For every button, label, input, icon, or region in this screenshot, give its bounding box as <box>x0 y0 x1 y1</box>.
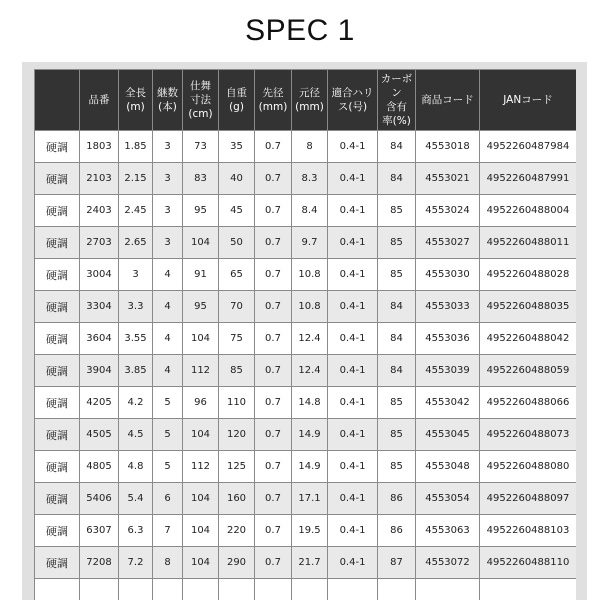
row-type-cell: 硬調 <box>35 355 80 387</box>
table-cell: 40 <box>219 163 255 195</box>
table-cell: 120 <box>219 419 255 451</box>
column-header: 品番 <box>80 70 119 131</box>
table-row <box>35 323 577 355</box>
table-cell <box>328 579 378 600</box>
table-cell: 0.4-1 <box>328 515 378 547</box>
table-cell: 4952260488080 <box>480 451 577 483</box>
table-cell: 5 <box>153 451 183 483</box>
table-header-row <box>35 70 577 131</box>
table-cell: 104 <box>183 419 219 451</box>
table-cell: 86 <box>378 515 416 547</box>
table-cell: 3 <box>119 259 153 291</box>
column-header: 自重 (g) <box>219 70 255 131</box>
table-cell: 7208 <box>80 547 119 579</box>
row-type-cell <box>35 579 80 600</box>
table-cell: 87 <box>378 547 416 579</box>
table-cell: 10.8 <box>292 291 328 323</box>
row-type-cell: 硬調 <box>35 291 80 323</box>
row-type-cell: 硬調 <box>35 323 80 355</box>
spec-table <box>34 69 576 600</box>
table-cell: 2403 <box>80 195 119 227</box>
table-cell: 4553039 <box>416 355 480 387</box>
table-row <box>35 419 577 451</box>
table-cell: 4205 <box>80 387 119 419</box>
table-cell: 4.5 <box>119 419 153 451</box>
table-cell: 4553018 <box>416 131 480 163</box>
column-header: カーボン 含有 率(%) <box>378 70 416 131</box>
table-row <box>35 579 577 600</box>
table-cell: 0.7 <box>255 163 292 195</box>
table-cell: 112 <box>183 451 219 483</box>
table-cell: 85 <box>219 355 255 387</box>
row-type-cell: 硬調 <box>35 195 80 227</box>
table-cell: 4553030 <box>416 259 480 291</box>
table-cell: 4952260488103 <box>480 515 577 547</box>
table-cell: 0.4-1 <box>328 259 378 291</box>
table-cell: 0.7 <box>255 323 292 355</box>
table-cell: 0.4-1 <box>328 483 378 515</box>
table-cell: 0.7 <box>255 483 292 515</box>
table-cell: 8 <box>153 547 183 579</box>
table-cell: 3304 <box>80 291 119 323</box>
table-cell: 4952260488028 <box>480 259 577 291</box>
table-cell: 35 <box>219 131 255 163</box>
table-cell <box>80 579 119 600</box>
table-cell: 4952260488097 <box>480 483 577 515</box>
table-cell: 3604 <box>80 323 119 355</box>
row-type-cell: 硬調 <box>35 387 80 419</box>
table-cell: 8.3 <box>292 163 328 195</box>
table-cell: 4553045 <box>416 419 480 451</box>
table-row <box>35 227 577 259</box>
table-cell: 4 <box>153 291 183 323</box>
table-cell <box>416 579 480 600</box>
table-cell: 17.1 <box>292 483 328 515</box>
table-row <box>35 515 577 547</box>
table-cell: 0.4-1 <box>328 227 378 259</box>
column-header: 商品コード <box>416 70 480 131</box>
table-cell: 5.4 <box>119 483 153 515</box>
table-cell: 4553054 <box>416 483 480 515</box>
table-cell: 3 <box>153 131 183 163</box>
column-header: JANコード <box>480 70 577 131</box>
table-cell: 4952260488073 <box>480 419 577 451</box>
table-cell <box>292 579 328 600</box>
table-cell: 104 <box>183 515 219 547</box>
table-cell: 6 <box>153 483 183 515</box>
table-cell: 4553072 <box>416 547 480 579</box>
table-cell: 0.7 <box>255 195 292 227</box>
column-header <box>35 70 80 131</box>
table-cell: 4952260488066 <box>480 387 577 419</box>
table-cell <box>255 579 292 600</box>
table-cell: 2.15 <box>119 163 153 195</box>
table-cell: 4805 <box>80 451 119 483</box>
table-cell: 8 <box>292 131 328 163</box>
table-cell <box>219 579 255 600</box>
row-type-cell: 硬調 <box>35 483 80 515</box>
table-cell: 12.4 <box>292 323 328 355</box>
table-cell: 85 <box>378 227 416 259</box>
table-cell: 0.7 <box>255 355 292 387</box>
table-cell: 0.4-1 <box>328 451 378 483</box>
table-cell: 84 <box>378 355 416 387</box>
column-header: 適合ハリ ス(号) <box>328 70 378 131</box>
table-cell: 4 <box>153 323 183 355</box>
table-cell: 5406 <box>80 483 119 515</box>
table-cell: 4553033 <box>416 291 480 323</box>
table-cell: 7 <box>153 515 183 547</box>
table-cell: 75 <box>219 323 255 355</box>
table-cell: 85 <box>378 387 416 419</box>
table-cell: 0.7 <box>255 451 292 483</box>
table-row <box>35 259 577 291</box>
table-cell: 4952260487991 <box>480 163 577 195</box>
table-row <box>35 355 577 387</box>
table-cell: 95 <box>183 291 219 323</box>
table-cell: 91 <box>183 259 219 291</box>
table-cell: 83 <box>183 163 219 195</box>
table-cell: 84 <box>378 323 416 355</box>
table-cell: 4 <box>153 259 183 291</box>
table-cell: 95 <box>183 195 219 227</box>
table-cell: 19.5 <box>292 515 328 547</box>
table-cell: 0.4-1 <box>328 355 378 387</box>
table-cell: 3 <box>153 195 183 227</box>
table-cell: 8.4 <box>292 195 328 227</box>
table-cell: 4553048 <box>416 451 480 483</box>
table-cell: 104 <box>183 483 219 515</box>
table-cell: 2103 <box>80 163 119 195</box>
table-cell: 85 <box>378 195 416 227</box>
table-cell <box>480 579 577 600</box>
row-type-cell: 硬調 <box>35 419 80 451</box>
table-cell: 5 <box>153 419 183 451</box>
table-cell: 14.9 <box>292 451 328 483</box>
table-row <box>35 547 577 579</box>
table-cell: 104 <box>183 323 219 355</box>
table-cell: 0.4-1 <box>328 323 378 355</box>
table-cell: 4505 <box>80 419 119 451</box>
table-cell: 85 <box>378 259 416 291</box>
table-cell: 5 <box>153 387 183 419</box>
table-row <box>35 131 577 163</box>
table-cell: 84 <box>378 131 416 163</box>
table-cell: 6.3 <box>119 515 153 547</box>
table-cell: 45 <box>219 195 255 227</box>
table-cell: 4553036 <box>416 323 480 355</box>
row-type-cell: 硬調 <box>35 451 80 483</box>
table-cell: 4.8 <box>119 451 153 483</box>
table-cell: 290 <box>219 547 255 579</box>
table-cell: 4 <box>153 355 183 387</box>
column-header: 継数 (本) <box>153 70 183 131</box>
table-cell: 10.8 <box>292 259 328 291</box>
table-cell: 1803 <box>80 131 119 163</box>
table-cell: 0.7 <box>255 515 292 547</box>
table-cell: 4553027 <box>416 227 480 259</box>
table-body <box>35 131 577 600</box>
table-cell: 4553024 <box>416 195 480 227</box>
table-row <box>35 451 577 483</box>
table-row <box>35 483 577 515</box>
table-cell: 0.4-1 <box>328 387 378 419</box>
table-cell: 9.7 <box>292 227 328 259</box>
table-cell: 3.55 <box>119 323 153 355</box>
table-cell: 0.4-1 <box>328 163 378 195</box>
table-cell: 14.8 <box>292 387 328 419</box>
column-header: 全長 (m) <box>119 70 153 131</box>
table-cell: 86 <box>378 483 416 515</box>
table-cell: 125 <box>219 451 255 483</box>
table-cell: 2.45 <box>119 195 153 227</box>
table-cell: 65 <box>219 259 255 291</box>
row-type-cell: 硬調 <box>35 163 80 195</box>
table-cell: 3004 <box>80 259 119 291</box>
table-cell: 220 <box>219 515 255 547</box>
table-cell: 73 <box>183 131 219 163</box>
table-cell: 7.2 <box>119 547 153 579</box>
table-cell: 2.65 <box>119 227 153 259</box>
table-cell: 6307 <box>80 515 119 547</box>
table-row <box>35 291 577 323</box>
table-cell: 112 <box>183 355 219 387</box>
table-cell: 104 <box>183 547 219 579</box>
table-cell: 0.4-1 <box>328 195 378 227</box>
table-cell: 84 <box>378 163 416 195</box>
table-cell: 4.2 <box>119 387 153 419</box>
table-cell: 96 <box>183 387 219 419</box>
table-cell: 85 <box>378 451 416 483</box>
page-title: SPEC 1 <box>245 14 355 47</box>
table-cell: 12.4 <box>292 355 328 387</box>
table-cell: 4952260488059 <box>480 355 577 387</box>
column-header: 先径 (mm) <box>255 70 292 131</box>
table-cell: 0.7 <box>255 387 292 419</box>
table-cell: 4952260488004 <box>480 195 577 227</box>
table-cell: 4952260488011 <box>480 227 577 259</box>
table-cell <box>119 579 153 600</box>
table-cell: 2703 <box>80 227 119 259</box>
table-cell <box>153 579 183 600</box>
table-cell: 4952260488110 <box>480 547 577 579</box>
table-cell <box>183 579 219 600</box>
table-cell: 3.85 <box>119 355 153 387</box>
table-cell: 14.9 <box>292 419 328 451</box>
table-cell: 70 <box>219 291 255 323</box>
table-cell: 0.7 <box>255 259 292 291</box>
table-cell: 3 <box>153 163 183 195</box>
table-cell: 0.4-1 <box>328 547 378 579</box>
column-header: 元径 (mm) <box>292 70 328 131</box>
table-cell: 4553042 <box>416 387 480 419</box>
table-cell: 84 <box>378 291 416 323</box>
table-cell: 0.4-1 <box>328 419 378 451</box>
table-cell: 4553063 <box>416 515 480 547</box>
table-cell: 0.7 <box>255 131 292 163</box>
table-cell: 4952260488035 <box>480 291 577 323</box>
column-header: 仕舞 寸法 (cm) <box>183 70 219 131</box>
table-cell: 160 <box>219 483 255 515</box>
row-type-cell: 硬調 <box>35 547 80 579</box>
table-cell: 0.4-1 <box>328 131 378 163</box>
table-cell: 110 <box>219 387 255 419</box>
table-cell: 4952260488042 <box>480 323 577 355</box>
table-row <box>35 387 577 419</box>
table-cell: 4952260487984 <box>480 131 577 163</box>
table-cell: 85 <box>378 419 416 451</box>
row-type-cell: 硬調 <box>35 227 80 259</box>
table-cell <box>378 579 416 600</box>
table-row <box>35 195 577 227</box>
table-cell: 0.7 <box>255 419 292 451</box>
table-cell: 0.7 <box>255 291 292 323</box>
table-cell: 0.7 <box>255 547 292 579</box>
table-cell: 3904 <box>80 355 119 387</box>
table-cell: 1.85 <box>119 131 153 163</box>
table-cell: 50 <box>219 227 255 259</box>
table-cell: 104 <box>183 227 219 259</box>
table-row <box>35 163 577 195</box>
row-type-cell: 硬調 <box>35 131 80 163</box>
table-cell: 21.7 <box>292 547 328 579</box>
table-cell: 0.4-1 <box>328 291 378 323</box>
row-type-cell: 硬調 <box>35 259 80 291</box>
row-type-cell: 硬調 <box>35 515 80 547</box>
table-cell: 3.3 <box>119 291 153 323</box>
table-cell: 4553021 <box>416 163 480 195</box>
spec-table-container <box>34 69 576 600</box>
table-cell: 3 <box>153 227 183 259</box>
table-cell: 0.7 <box>255 227 292 259</box>
